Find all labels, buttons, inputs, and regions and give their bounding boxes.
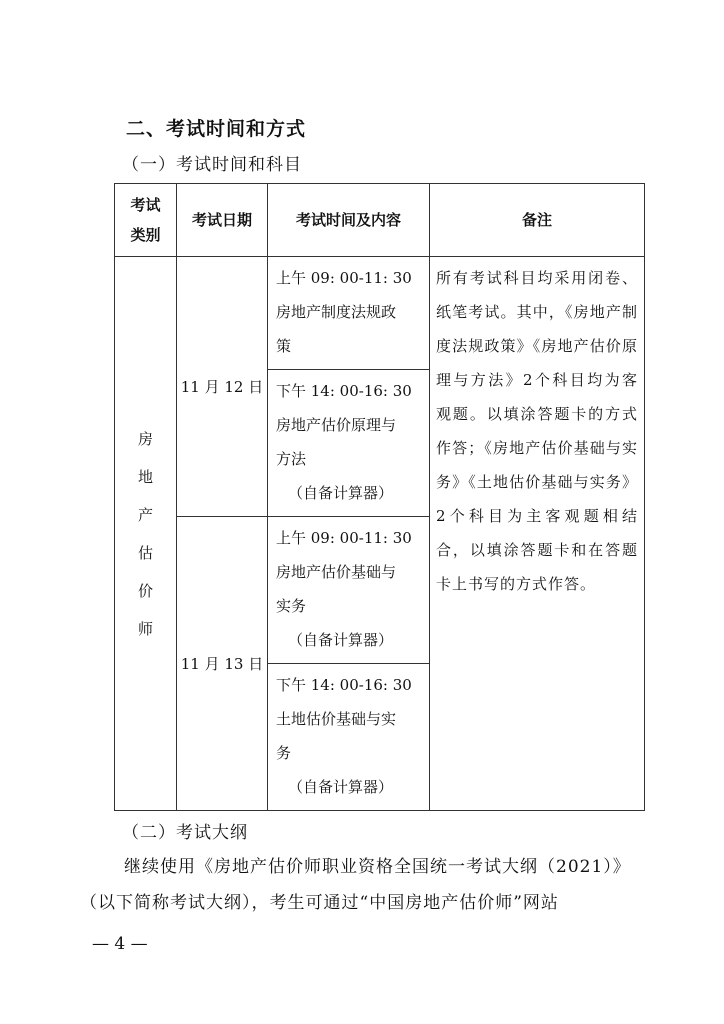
subsection-title-syllabus: （二）考试大纲: [122, 823, 248, 843]
category-char: 师: [137, 619, 153, 638]
session-cell-4: [268, 664, 430, 811]
category-char: 价: [137, 581, 153, 600]
header-date: 考试日期: [177, 184, 268, 257]
note-cell: 所有考试科目均采用闭卷、纸笔考试。其中，《房地产制度法规政策》《房地产估价原理与方法》2个科目均为客观题。以填涂答题卡的方式作答；《房地产估价基础与实务》《土地估价基础与实务》2个科目为主客观题相结合，以填涂答题卡和在答题卡上书写的方式作答。: [430, 257, 645, 811]
date-cell-day1: 11 月 12 日: [177, 257, 268, 517]
calculator-note: （自备计算器）: [288, 484, 394, 502]
category-char: 估: [137, 543, 153, 562]
category-char: 房: [137, 429, 153, 448]
paragraph-line-1: 继续使用《房地产估价师职业资格全国统一考试大纲（2021）》: [124, 857, 631, 877]
session-cell-1: [268, 257, 430, 370]
session-time: 上午 09: 00-11: 30: [276, 529, 412, 547]
header-category-line1: 考试: [130, 196, 161, 214]
session-subject: 房地产估价基础与: [276, 563, 397, 581]
session-subject-cont: 实务: [276, 597, 307, 615]
session-time: 下午 14: 00-16: 30: [276, 676, 412, 694]
page-number: — 4 —: [92, 934, 148, 954]
session-time: 上午 09: 00-11: 30: [276, 269, 412, 287]
session-cell-3: [268, 517, 430, 664]
category-char: 地: [137, 467, 153, 486]
calculator-note: （自备计算器）: [288, 778, 394, 796]
calculator-note: （自备计算器）: [288, 631, 394, 649]
section-title: 二、考试时间和方式: [126, 118, 307, 140]
subsection-title-schedule: （一）考试时间和科目: [122, 155, 302, 175]
table-row: [115, 257, 645, 370]
session-cell-2: [268, 370, 430, 517]
paragraph-line-2: （以下简称考试大纲），考生可通过“中国房地产估价师”网站: [80, 893, 559, 913]
session-subject-cont: 务: [276, 744, 292, 762]
header-time: 考试时间及内容: [268, 184, 430, 257]
category-cell: [115, 257, 177, 811]
session-subject-cont: 方法: [276, 450, 307, 468]
session-time: 下午 14: 00-16: 30: [276, 382, 412, 400]
header-category: [115, 184, 177, 257]
date-cell-day2: 11 月 13 日: [177, 517, 268, 811]
category-char: 产: [137, 505, 153, 524]
session-subject-cont: 策: [276, 337, 292, 355]
exam-schedule-table: [114, 183, 645, 811]
session-subject: 房地产制度法规政: [276, 303, 397, 321]
session-subject: 房地产估价原理与: [276, 416, 397, 434]
session-subject: 土地估价基础与实: [276, 710, 397, 728]
table-header-row: [115, 184, 645, 257]
header-note: 备注: [430, 184, 645, 257]
header-category-line2: 类别: [130, 226, 161, 244]
